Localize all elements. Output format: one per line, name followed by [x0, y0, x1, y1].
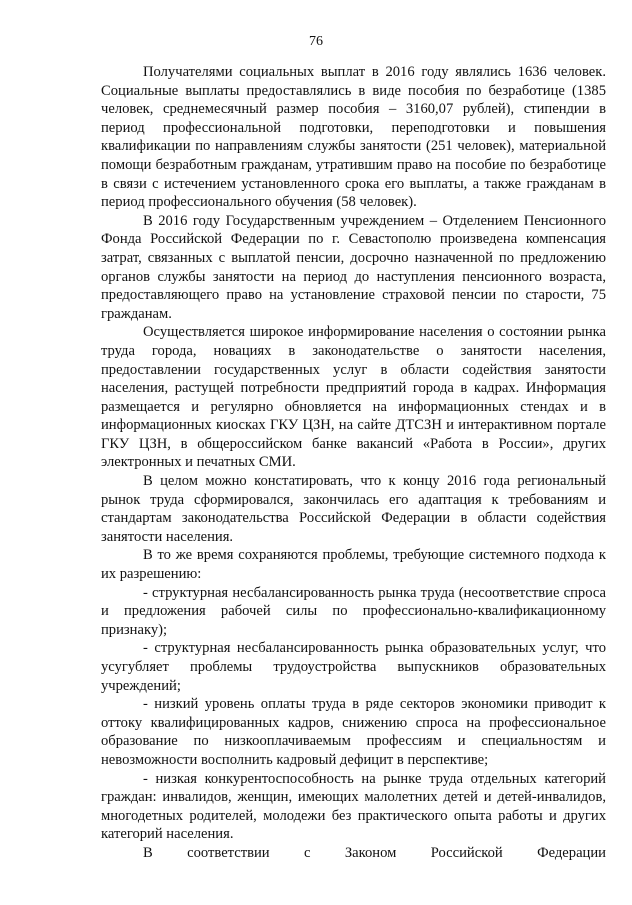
- paragraph-problems-intro: В то же время сохраняются проблемы, требующие системного подхода к их разрешению:: [101, 547, 606, 583]
- paragraph-law-continuation: В соответствии с Законом Российской Федерации: [143, 844, 606, 861]
- paragraph-pension-fund: В 2016 году Государственным учреждением – Отделением Пенсионного Фонда Российской Федерации по г. Севастополю произведена компенсация затрат, связанных с выплатой пенсии, досрочно назначенной по предложению органов службы занятости на период до наступления пенсионного возраста, предоставляющего право на установление страховой пенсии по старости, 75 гражданам.: [101, 212, 606, 322]
- page-number: 76: [309, 34, 323, 49]
- paragraph-social-payments: Получателями социальных выплат в 2016 году являлись 1636 человек. Социальные выплаты предоставлялись в виде пособия по безработице (1385 человек, среднемесячный размер пособия – 3160,07 рублей), стипендии в период профессиональной подготовки, переподготовки и повышения квалификации по направлениям службы занятости (251 человек), материальной помощи безработным гражданам, утратившим право на пособие по безработице в связи с истечением установленного срока его выплаты, а также гражданам в период профессионального обучения (58 человек).: [101, 64, 606, 211]
- paragraph-conclusion: В целом можно констатировать, что к концу 2016 года региональный рынок труда сформировался, закончилась его адаптация к требованиям и стандартам законодательства Российской Федерации в области содействия занятости населения.: [101, 473, 606, 545]
- document-body: [101, 63, 606, 863]
- list-item-education-market-imbalance: - структурная несбалансированность рынка образовательных услуг, что усугубляет проблемы трудоустройства выпускников образовательных учреждений;: [101, 640, 606, 694]
- list-item-low-competitiveness: - низкая конкурентоспособность на рынке труда отдельных категорий граждан: инвалидов, женщин, имеющих малолетних детей и детей-инвалидов, многодетных родителей, молодежи без практического опыта работы и других категорий населения.: [101, 770, 606, 843]
- list-item-labor-market-imbalance: - структурная несбалансированность рынка труда (несоответствие спроса и предложения рабочей силы по профессионально-квалификационному признаку);: [101, 584, 606, 638]
- list-item-low-wages: - низкий уровень оплаты труда в ряде секторов экономики приводит к оттоку квалифицированных кадров, снижению спроса на профессиональное образование по низкооплачиваемым профессиям и специальностям и невозможности восполнить кадровый дефицит в перспективе;: [101, 696, 606, 768]
- paragraph-informing: Осуществляется широкое информирование населения о состоянии рынка труда города, новациях в законодательстве о занятости населения, предоставлении государственных услуг в области содействия занятости населения, растущей потребности предприятий города в кадрах. Информация размещается и регулярно обновляется на информационных стендах и в информационных киосках ГКУ ЦЗН, на сайте ДТСЗН и интерактивном портале ГКУ ЦЗН, в общероссийском банке вакансий «Работа в России», других электронных и печатных СМИ.: [101, 324, 606, 471]
